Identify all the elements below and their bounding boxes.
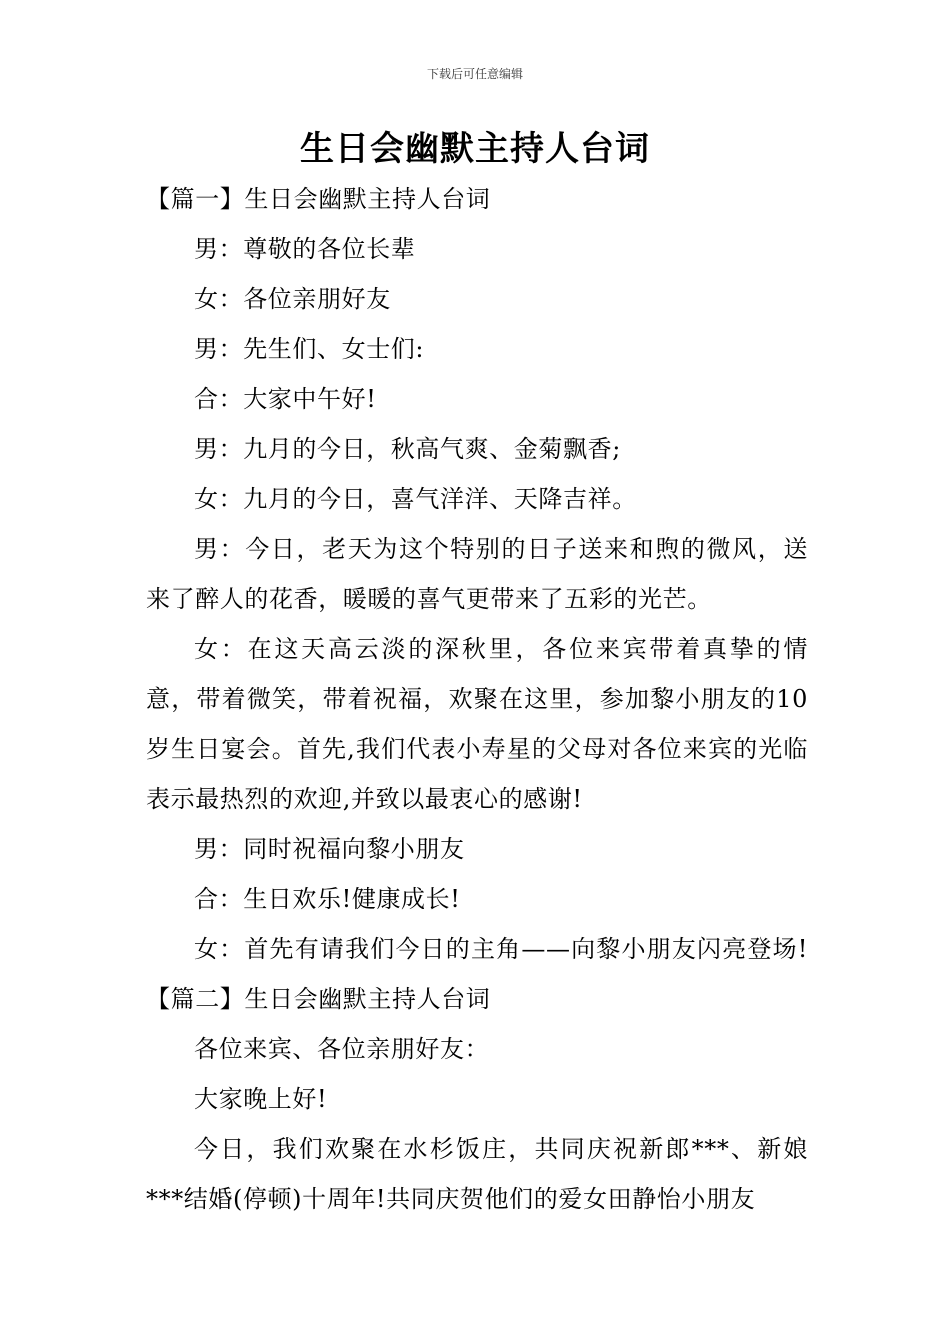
document-title: 生日会幽默主持人台词 xyxy=(300,129,650,169)
paragraph: 各位来宾、各位亲朋好友： xyxy=(194,1035,490,1063)
paragraph: 女：各位亲朋好友 xyxy=(194,285,391,313)
document-body xyxy=(146,174,808,1224)
paragraph: 女：九月的今日，喜气洋洋、天降吉祥。 xyxy=(194,485,637,513)
paragraph: 合：大家中午好! xyxy=(194,385,377,413)
paragraph: 今日，我们欢聚在水杉饭庄，共同庆祝新郎***、新娘***结婚(停顿)十周年!共同庆贺他们的爱女田静怡小朋友 xyxy=(146,1135,808,1213)
header-note: 下载后可任意编辑 xyxy=(426,67,523,81)
paragraph: 女：在这天高云淡的深秋里，各位来宾带着真挚的情意，带着微笑，带着祝福，欢聚在这里，参加黎小朋友的10岁生日宴会。首先,我们代表小寿星的父母对各位来宾的光临表示最热烈的欢迎,并致以最衷心的感谢! xyxy=(146,635,808,813)
paragraph: 男：今日，老天为这个特别的日子送来和煦的微风，送来了醉人的花香，暖暖的喜气更带来了五彩的光芒。 xyxy=(146,535,808,613)
paragraph: 男：尊敬的各位长辈 xyxy=(194,235,416,263)
paragraph: 男：先生们、女士们: xyxy=(194,335,425,363)
paragraph: 合：生日欢乐!健康成长! xyxy=(194,885,461,913)
paragraph: 男：九月的今日，秋高气爽、金菊飘香; xyxy=(194,435,621,463)
paragraph: 【篇一】生日会幽默主持人台词 xyxy=(146,185,491,213)
paragraph: 大家晚上好! xyxy=(194,1085,328,1113)
paragraph: 女：首先有请我们今日的主角——向黎小朋友闪亮登场!【篇二】生日会幽默主持人台词 xyxy=(146,935,808,1013)
paragraph: 男：同时祝福向黎小朋友 xyxy=(194,835,465,863)
